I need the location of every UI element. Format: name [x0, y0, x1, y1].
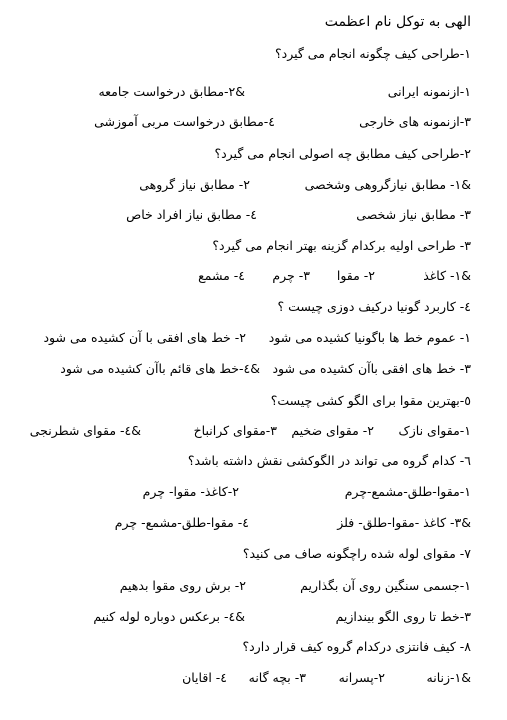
q2-option-2: ۲- مطابق نیاز گروهی [139, 177, 250, 192]
q5-option-1: ۱-مقوای نازک [398, 423, 471, 438]
q5-option-4: &٤- مقوای شطرنجی [29, 423, 141, 438]
q6-option-2: ۲-کاغذ- مقوا- چرم [142, 484, 239, 499]
q7-option-3: ۳-خط تا روی الگو بیندازیم [335, 609, 471, 624]
q1-option-3: ۳-ازنمونه های خارجی [359, 114, 471, 129]
q2-option-3: ۳- مطابق نیاز شخصی [356, 207, 471, 222]
question-5: ٥-بهترین مقوا برای الگو کشی چیست؟ [270, 393, 471, 408]
question-3: ۳- طراحی اولیه برکدام گزینه بهتر انجام می گیرد؟ [212, 238, 471, 253]
q8-option-3: ۳- بچه گانه [248, 670, 306, 685]
q4-option-1: ۱- عموم خط ها باگونیا کشیده می شود [268, 330, 471, 345]
q5-option-2: ۲- مقوای ضخیم [291, 423, 374, 438]
question-8: ۸- کیف فانتزی درکدام گروه کیف قرار دارد؟ [242, 639, 471, 654]
q2-option-4: ٤- مطابق نیاز افراد خاص [126, 207, 257, 222]
q4-option-2: ۲- خط های افقی با آن کشیده می شود [43, 330, 246, 345]
q3-option-2: ۲- مقوا [336, 268, 375, 283]
q3-option-1: &۱- کاغذ [423, 268, 471, 283]
q4-option-3: ۳- خط های افقی باآن کشیده می شود [272, 361, 471, 376]
q3-option-4: ٤- مشمع [198, 268, 245, 283]
q8-option-1: &۱-زنانه [426, 670, 471, 685]
q1-option-2: &۲-مطابق درخواست جامعه [98, 84, 245, 99]
q4-option-4: &٤-خط های قائم باآن کشیده می شود [60, 361, 260, 376]
q8-option-2: ۲-پسرانه [338, 670, 385, 685]
q1-option-1: ۱-ازنمونه ایرانی [387, 84, 471, 99]
question-2: ۲-طراحی کیف مطابق چه اصولی انجام می گیرد؟ [214, 146, 471, 161]
q2-option-1: &۱- مطابق نیازگروهی وشخصی [304, 177, 471, 192]
question-7: ۷- مقوای لوله شده راچگونه صاف می کنید؟ [242, 546, 471, 561]
q5-option-3: ۳-مقوای کرانباخ [193, 423, 277, 438]
q3-option-3: ۳- چرم [272, 268, 310, 283]
q1-option-4: ٤-مطابق درخواست مربی آموزشی [94, 114, 275, 129]
q7-option-2: ۲- برش روی مقوا بدهیم [119, 578, 246, 593]
question-1: ۱-طراحی کیف چگونه انجام می گیرد؟ [275, 46, 471, 61]
q7-option-4: &٤- برعکس دوباره لوله کنیم [93, 609, 245, 624]
q6-option-3: &۳- کاغذ -مقوا-طلق- فلز [337, 515, 471, 530]
question-6: ٦- کدام گروه می تواند در الگوکشی نقش داشته باشد؟ [187, 453, 471, 468]
q8-option-4: ٤- اقایان [182, 670, 227, 685]
q7-option-1: ۱-جسمی سنگین روی آن بگذاریم [300, 578, 471, 593]
q6-option-4: ٤- مقوا-طلق-مشمع- چرم [114, 515, 249, 530]
document-title: الهی به توکل نام اعظمت [324, 14, 471, 30]
q6-option-1: ۱-مقوا-طلق-مشمع-چرم [344, 484, 471, 499]
question-4: ٤- کاربرد گونیا درکیف دوزی چیست ؟ [277, 299, 471, 314]
